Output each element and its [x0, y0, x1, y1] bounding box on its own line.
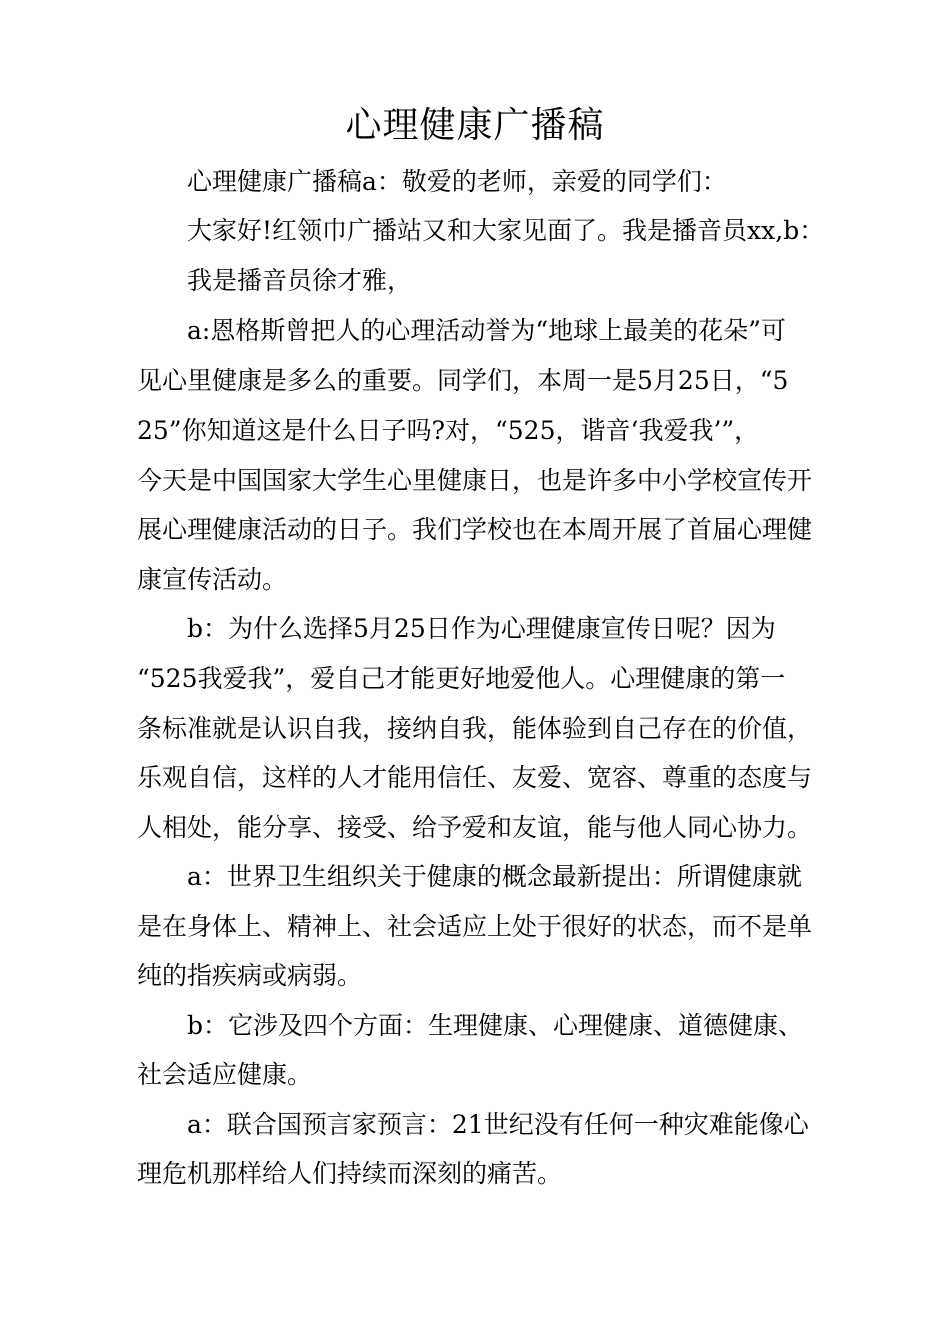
text-line: 康宣传活动。 [137, 565, 288, 594]
text-line: 今天是中国国家大学生心里健康日，也是许多中小学校宣传开 [137, 466, 813, 495]
text-line: 条标准就是认识自我，接纳自我，能体验到自己存在的价值， [137, 714, 813, 743]
text-line: 人相处，能分享、接受、给予爱和友谊，能与他人同心协力。 [137, 813, 813, 842]
text-line: 是在身体上、精神上、社会适应上处于很好的状态，而不是单 [137, 912, 813, 941]
text-line: 理危机那样给人们持续而深刻的痛苦。 [137, 1159, 563, 1188]
text-line: b：它涉及四个方面：生理健康、心理健康、道德健康、 [187, 1011, 804, 1040]
text-line: 大家好!红领巾广播站又和大家见面了。我是播音员xx,b： [187, 216, 825, 245]
text-line: a：联合国预言家预言：21世纪没有任何一种灾难能像心 [187, 1110, 809, 1139]
document-title: 心理健康广播稿 [345, 105, 605, 146]
text-line: 纯的指疾病或病弱。 [137, 961, 363, 990]
text-line: a:恩格斯曾把人的心理活动誉为“地球上最美的花朵”可 [187, 316, 786, 345]
text-line: “525我爱我”，爱自己才能更好地爱他人。心理健康的第一 [137, 664, 786, 693]
text-line: 展心理健康活动的日子。我们学校也在本周开展了首届心理健 [137, 515, 813, 544]
text-line: 心理健康广播稿a：敬爱的老师，亲爱的同学们： [187, 167, 727, 196]
text-line: 见心里健康是多么的重要。同学们，本周一是5月25日，“5 [137, 366, 789, 395]
text-line: 我是播音员徐才雅， [187, 266, 413, 295]
text-line: 乐观自信，这样的人才能用信任、友爱、宽容、尊重的态度与 [137, 763, 813, 792]
text-line: 社会适应健康。 [137, 1060, 313, 1089]
text-line: b：为什么选择5月25日作为心理健康宣传日呢？因为 [187, 614, 776, 643]
text-line: 25”你知道这是什么日子吗?对，“525，谐音‘我爱我’”， [137, 416, 760, 445]
text-line: a：世界卫生组织关于健康的概念最新提出：所谓健康就 [187, 862, 802, 891]
